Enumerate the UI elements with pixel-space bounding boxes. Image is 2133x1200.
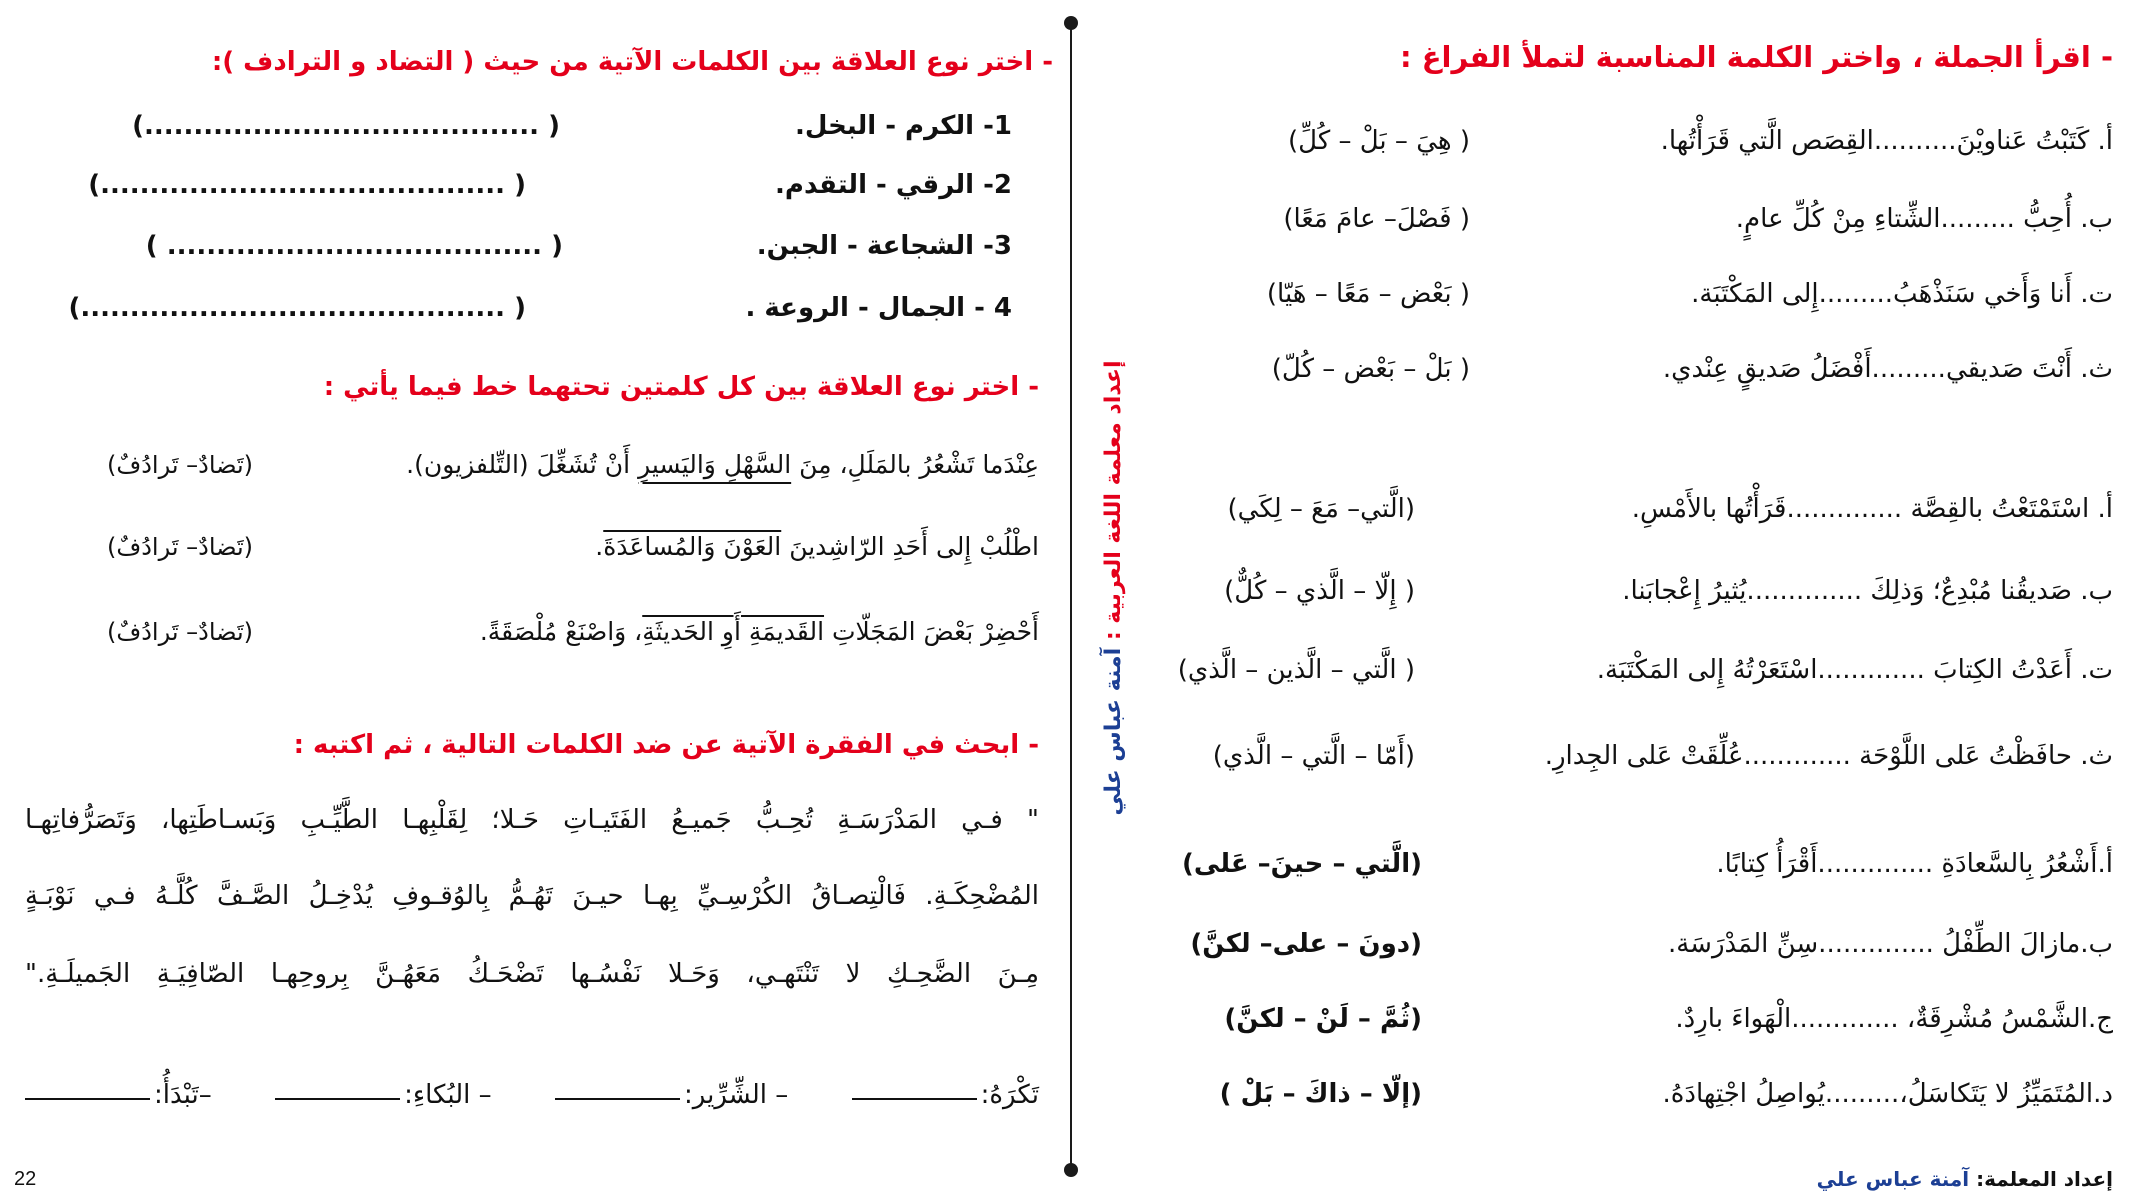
paragraph-line: المُضْحِكَـةِ. فَالْتِصـاقُ الكُرْسِـيِّ بِهـا حيـنَ تَهُـمُّ بِالوُقـوفِ يُدْخِـلُ الصَّـفَّ كُلَّـهُ فـي نَوْبَـةٍ: [25, 881, 1039, 911]
sentence-text: ، وَاصْنَعْ مُلْصَقَةً.: [479, 617, 643, 646]
answer-line: [275, 1098, 400, 1100]
word-pair: 1- الكرم - البخل.: [795, 111, 1012, 141]
word-options: (إلّا – ذاكَ – بَلْ ): [1219, 1079, 1422, 1109]
relation-sentence: [595, 527, 1039, 567]
sentence-text: .: [595, 532, 604, 561]
word-options: ( الَّتي – الَّذين – الَّذي): [1177, 655, 1415, 685]
answer-blank: ( ...........................................): [68, 293, 526, 323]
word-options: ( بَعْض – مَعًا – هَيّا): [1266, 279, 1470, 309]
word-pair: 3- الشجاعة - الجبن.: [756, 231, 1012, 261]
fill-sentence: ت. أَعَدْتُ الكِتابَ .............اسْتَعَرْتُهُ إِلى المَكْتَبَة.: [1596, 655, 2113, 685]
word-options: (الَّتي – حينَ– عَلى): [1182, 849, 1422, 879]
answer-blank: ( ........................................): [132, 111, 560, 141]
answer-line: [852, 1098, 977, 1100]
antonym-item: [852, 1080, 1039, 1110]
vertical-credit-label: إعداد معلمة اللغة العربية :: [1101, 360, 1126, 648]
sentence-text: عِنْدَما تَشْعُرُ بالمَلَلِ، مِنَ: [791, 450, 1039, 479]
word-options: ( بَلْ – بَعْض – كُلّ): [1271, 354, 1470, 384]
fill-sentence: د.المُتَمَيِّزُ لا يَتَكاسَلُ،.........يُواصِلُ اجْتِهادَهُ.: [1662, 1079, 2113, 1109]
paragraph-line: مِـنَ الضَّحِـكِ لا تَنْتَهـي، وَحَـلا نَفْسُـها تَضْحَـكُ مَعَهُـنَّ بِروحِهـا الصّافِيَـةِ الجَميلَـةِ.": [25, 959, 1039, 989]
relation-sentence: [406, 445, 1039, 485]
fill-sentence: ب. صَديقُنا مُبْدِعٌ؛ وَذلِكَ ..............يُثيرُ إِعْجابَنا.: [1622, 576, 2113, 606]
fill-sentence: ج.الشَّمْسُ مُشْرِقَةٌ، .............الْهَواءَ بارِدٌ.: [1675, 1004, 2113, 1034]
relation-heading: - اختر نوع العلاقة بين الكلمات الآتية من حيث ( التضاد و الترادف ):: [211, 47, 1053, 77]
footer-credit-name: آمنة عباس علي: [1816, 1167, 1970, 1191]
footer-credit-label: إعداد المعلمة:: [1969, 1167, 2113, 1191]
word-pair: 2- الرقي - التقدم.: [775, 170, 1012, 200]
underline-heading: - اختر نوع العلاقة بين كل كلمتين تحتهما خط فيما يأتي :: [323, 372, 1039, 402]
divider-dot-bottom: [1064, 1163, 1078, 1177]
word-options: (ثُمَّ – لَنْ – لكنَّ): [1224, 1004, 1422, 1034]
relation-options: (تَضادٌ– تَرادُفٌ): [106, 451, 253, 479]
antonym-word: – الشِّرِّير:: [684, 1080, 789, 1110]
antonym-heading: - ابحث في الفقرة الآتية عن ضد الكلمات التالية ، ثم اكتبه :: [293, 730, 1039, 760]
sentence-text: أَحْضِرْ بَعْضَ المَجَلّاتِ: [824, 617, 1039, 646]
word-options: (الَّتي– مَعَ – لِكَي): [1227, 494, 1415, 524]
fill-blank-heading: - اقرأ الجملة ، واختر الكلمة المناسبة لتملأ الفراغ :: [1400, 40, 2113, 74]
antonym-item: [555, 1080, 788, 1110]
vertical-credit-name: آمنة عباس علي: [1101, 647, 1126, 816]
paragraph-line: " فـي المَدْرَسَـةِ تُحِـبُّ جَميـعُ الفَتَيـاتِ حَـلا؛ لِقَلْبِهـا الطَّيِّـبِ وَبَسـاطَتِها، وَتَصَرُّفاتِهـا: [25, 805, 1039, 835]
sentence-text: اطْلُبْ إِلى أَحَدِ الرّاشِدينَ: [781, 532, 1039, 561]
column-divider: [1070, 25, 1072, 1173]
word-options: ( هِيَ – بَلْ – كُلِّ): [1288, 126, 1470, 156]
page-number: 22: [14, 1168, 37, 1190]
sentence-text: أَنْ تُشَغِّلَ (التِّلفزيون).: [406, 450, 639, 479]
word-options: ( فَصْلَ– عامَ مَعًا): [1283, 204, 1470, 234]
underlined-words: السَّهْلِ وَاليَسيرِ: [638, 450, 792, 479]
fill-sentence: ب. أُحِبُّ .........الشِّتاءِ مِنْ كُلِّ عامٍ.: [1735, 204, 2113, 234]
antonym-words-row: [25, 1058, 1039, 1110]
divider-dot-top: [1064, 16, 1078, 30]
fill-sentence: ث. حافَظْتُ عَلى اللَّوْحَة .............عُلِّقَتْ عَلى الجِدارِ.: [1544, 741, 2113, 771]
word-options: (دونَ – على– لكنَّ): [1190, 929, 1422, 959]
fill-sentence: أ.أَشْعُرُ بِالسَّعادَةِ ..............أَقْرَأُ كِتابًا.: [1716, 849, 2113, 879]
answer-line: [25, 1098, 150, 1100]
fill-sentence: أ. كَتَبْتُ عَناويْنَ..........القِصَص الَّتي قَرَأْتُها.: [1660, 126, 2113, 156]
fill-sentence: ث. أَنْتَ صَديقي.........أَفْضَلُ صَديقٍ عِنْدي.: [1662, 354, 2113, 384]
underlined-words: القَديمَةِ أَوِ الحَديثَةِ: [642, 617, 825, 646]
relation-options: (تَضادٌ– تَرادُفٌ): [106, 533, 253, 561]
answer-blank: ( ...................................... ): [145, 231, 563, 261]
footer-credit: [1817, 1162, 2113, 1196]
word-options: (أَمّا – الَّتي – الَّذي): [1212, 741, 1415, 771]
answer-blank: ( .........................................): [88, 170, 526, 200]
vertical-credit: [1097, 308, 1131, 868]
word-options: ( إِلّا – الَّذي – كُلٌّ): [1224, 576, 1415, 606]
antonym-word: –تَبْدَأُ:: [154, 1080, 212, 1110]
word-pair: 4 - الجمال - الروعة .: [745, 293, 1012, 323]
fill-sentence: ب.مازالَ الطِّفْلُ ..............سِنِّ المَدْرَسَة.: [1667, 929, 2113, 959]
antonym-word: – البُكاءِ:: [404, 1080, 492, 1110]
antonym-word: تَكْرَهُ:: [980, 1080, 1039, 1110]
relation-sentence: [480, 612, 1039, 652]
antonym-item: [275, 1080, 492, 1110]
antonym-item: [25, 1080, 212, 1110]
fill-sentence: ت. أَنا وَأَخي سَنَذْهَبُ.........إِلى المَكْتَبَة.: [1691, 279, 2113, 309]
relation-options: (تَضادٌ– تَرادُفٌ): [106, 618, 253, 646]
answer-line: [555, 1098, 680, 1100]
underlined-words: العَوْنَ وَالمُساعَدَةَ: [603, 532, 782, 561]
fill-sentence: أ. اسْتَمْتَعْتُ بالقِصَّة ..............قَرَأْتُها بالأَمْسِ.: [1631, 494, 2113, 524]
